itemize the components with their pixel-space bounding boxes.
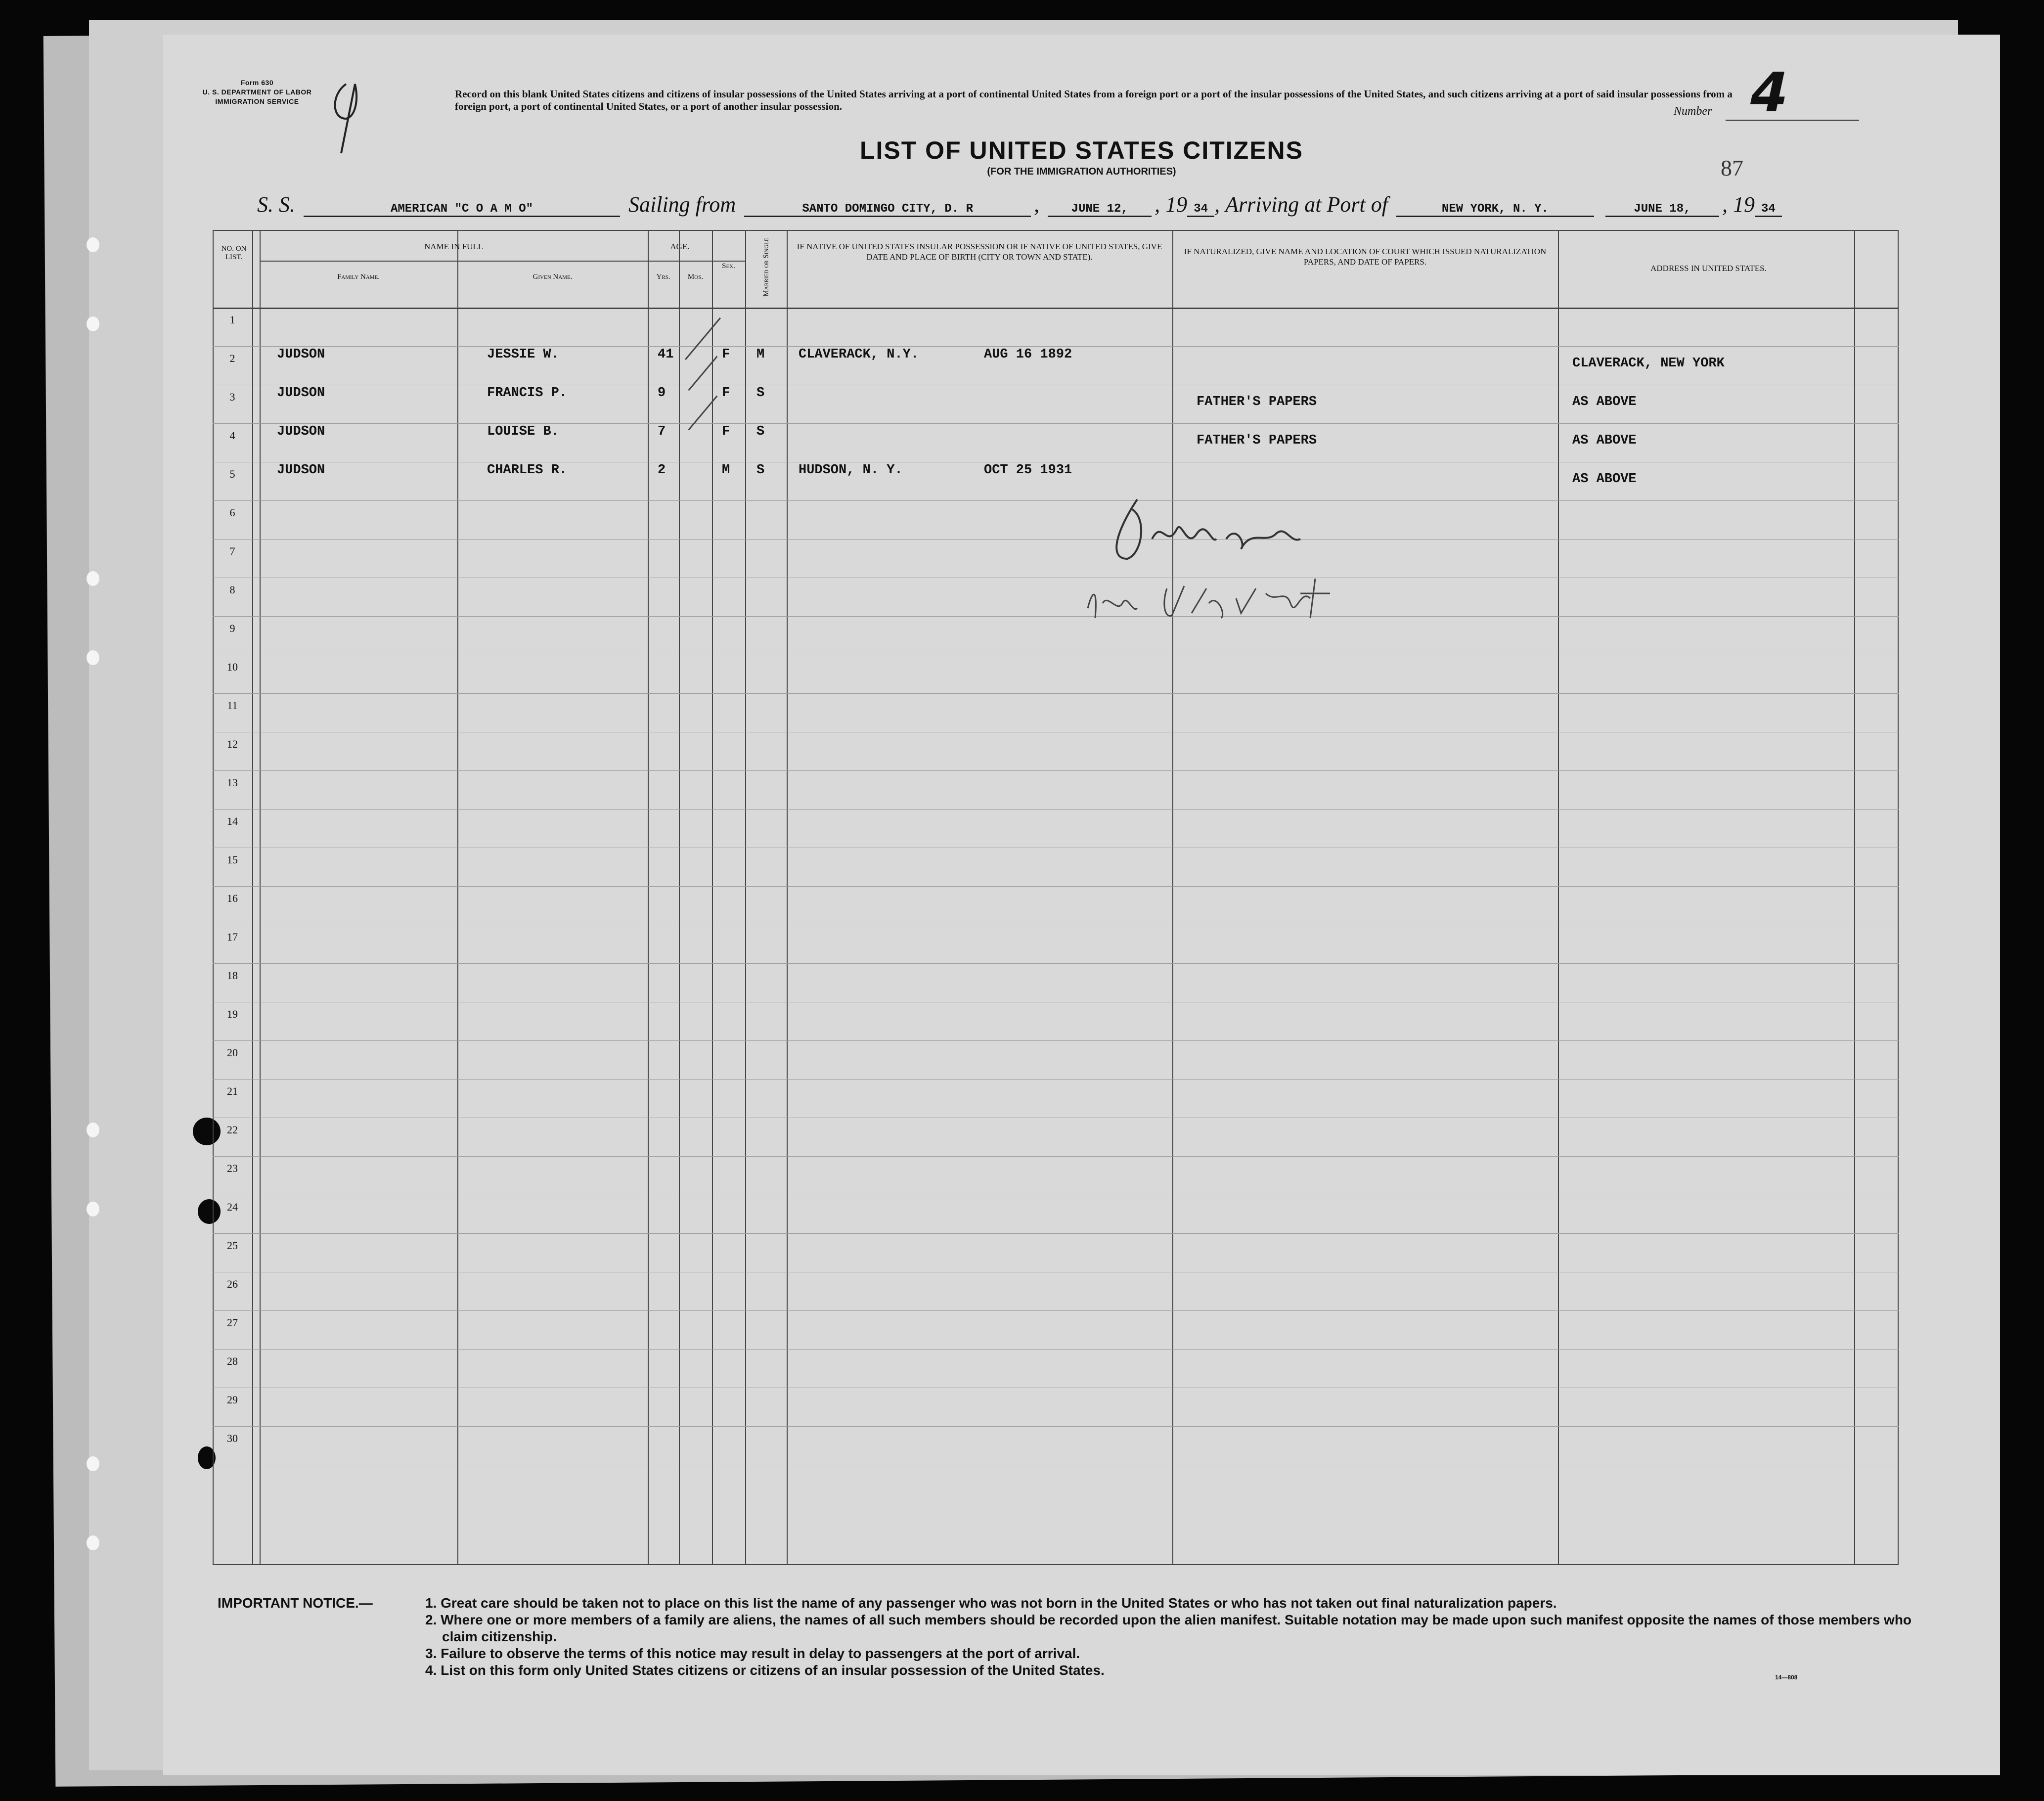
family-name-cell: JUDSON <box>277 463 325 478</box>
binder-hole <box>87 650 99 665</box>
row-line <box>213 616 1899 617</box>
column-divider <box>1854 230 1855 1565</box>
row-number: 9 <box>229 622 235 634</box>
row-line <box>213 770 1899 771</box>
address-cell: AS ABOVE <box>1572 472 1637 487</box>
binder-hole <box>87 237 99 252</box>
notice-item: 2. Where one or more members of a family are aliens, the names of all such members should be recorded upon the alien manifest. Suitable notation may be made upon such manifest opposite the names of those members who claim citizenship. <box>425 1612 1912 1644</box>
binder-hole <box>87 571 99 586</box>
row-number: 5 <box>229 468 235 480</box>
age-years-cell: 9 <box>658 386 666 401</box>
row-number: 4 <box>229 429 235 442</box>
column-divider <box>679 230 680 1565</box>
column-divider <box>1172 230 1173 1565</box>
given-name-cell: FRANCIS P. <box>487 386 568 401</box>
row-line <box>213 1040 1899 1041</box>
header-naturalization: IF NATURALIZED, GIVE NAME AND LOCATION OF COURT WHICH ISSUED NATURALIZATION PAPERS, AND DATE OF PAPERS. <box>1184 247 1547 267</box>
arrival-year-prefix: 19 <box>1733 192 1755 217</box>
row-number: 7 <box>229 545 235 557</box>
binder-hole <box>87 1456 99 1471</box>
given-name-cell: LOUISE B. <box>487 424 559 439</box>
sailing-year-prefix: 19 <box>1165 192 1188 217</box>
column-divider <box>260 230 261 1565</box>
birthplace-cell: CLAVERACK, N.Y. <box>799 347 919 362</box>
given-name-cell: CHARLES R. <box>487 463 568 478</box>
row-line <box>213 1426 1899 1427</box>
row-line <box>213 809 1899 810</box>
column-divider <box>787 230 788 1565</box>
row-line <box>213 1079 1899 1080</box>
arrival-year: 34 <box>1755 202 1782 217</box>
header-sex: Sex. <box>722 262 735 270</box>
row-number: 23 <box>227 1162 238 1174</box>
binder-hole <box>87 1535 99 1550</box>
document-title: LIST OF UNITED STATES CITIZENS <box>859 136 1304 164</box>
sailing-date: JUNE 12, <box>1048 202 1152 217</box>
sex-cell: F <box>722 347 730 362</box>
form-number: Form 630 <box>240 79 274 87</box>
row-number: 21 <box>227 1085 238 1097</box>
row-line <box>213 963 1899 964</box>
row-line <box>213 500 1899 501</box>
ss-label: S. S. <box>257 192 295 217</box>
header-years: Yrs. <box>656 273 670 281</box>
given-name-cell: JESSIE W. <box>487 347 559 362</box>
row-line <box>213 886 1899 887</box>
row-number: 19 <box>227 1008 238 1020</box>
header-bottom-line <box>213 308 1899 309</box>
marital-status-cell: S <box>756 424 765 439</box>
row-number: 29 <box>227 1394 238 1406</box>
row-number: 27 <box>227 1316 238 1329</box>
column-divider <box>745 230 746 1565</box>
row-number: 30 <box>227 1432 238 1444</box>
column-divider <box>648 230 649 1565</box>
row-number: 17 <box>227 931 238 943</box>
age-years-cell: 2 <box>658 463 666 478</box>
marital-status-cell: S <box>756 386 765 401</box>
family-name-cell: JUDSON <box>277 424 325 439</box>
list-number: 4 <box>1743 61 1795 124</box>
row-number: 22 <box>227 1124 238 1136</box>
inspector-signature <box>1078 490 1355 658</box>
document-subtitle: (FOR THE IMMIGRATION AUTHORITIES) <box>987 166 1176 177</box>
header-age: AGE. <box>670 242 690 251</box>
notice-item: 4. List on this form only United States citizens or citizens of an insular possession of the United States. <box>425 1663 1105 1678</box>
sex-cell: M <box>722 463 730 478</box>
age-years-cell: 7 <box>658 424 666 439</box>
header-family-name: Family Name. <box>337 273 380 281</box>
row-number: 1 <box>229 314 235 326</box>
birthdate-cell: OCT 25 1931 <box>984 463 1072 478</box>
row-number: 15 <box>227 854 238 866</box>
department-name: U. S. DEPARTMENT OF LABOR <box>202 88 312 96</box>
header-months: Mos. <box>687 273 704 281</box>
sex-cell: F <box>722 424 730 439</box>
row-line <box>213 346 1899 347</box>
header-birth-details: IF NATIVE OF UNITED STATES INSULAR POSSESSION OR IF NATIVE OF UNITED STATES, GIVE DATE AND PLACE OF BIRTH (CITY OR TOWN AND STATE). <box>797 242 1162 262</box>
header-subdivider <box>260 261 745 262</box>
marital-status-cell: M <box>756 347 765 362</box>
form-code: 14—808 <box>1775 1674 1798 1681</box>
service-name: IMMIGRATION SERVICE <box>215 97 299 105</box>
column-divider <box>252 230 253 1565</box>
sailing-from-label: Sailing from <box>628 192 736 217</box>
sex-cell: F <box>722 386 730 401</box>
binder-hole <box>87 1202 99 1216</box>
age-years-cell: 41 <box>658 347 674 362</box>
header-given-name: Given Name. <box>533 273 573 281</box>
row-number: 16 <box>227 892 238 904</box>
birthdate-cell: AUG 16 1892 <box>984 347 1072 362</box>
naturalization-cell: FATHER'S PAPERS <box>1197 433 1317 448</box>
sailing-year: 34 <box>1187 202 1214 217</box>
family-name-cell: JUDSON <box>277 347 325 362</box>
row-line <box>213 423 1899 424</box>
row-number: 24 <box>227 1201 238 1213</box>
binder-hole <box>87 1123 99 1137</box>
row-number: 13 <box>227 776 238 789</box>
birthplace-cell: HUDSON, N. Y. <box>799 463 903 478</box>
column-divider <box>712 230 713 1565</box>
arriving-label: Arriving at Port of <box>1225 192 1388 217</box>
row-line <box>213 1233 1899 1234</box>
binder-hole <box>87 316 99 331</box>
row-number: 3 <box>229 391 235 403</box>
row-number: 26 <box>227 1278 238 1290</box>
row-line <box>213 1349 1899 1350</box>
row-number: 2 <box>229 352 235 364</box>
header-address: ADDRESS IN UNITED STATES. <box>1650 264 1767 273</box>
family-name-cell: JUDSON <box>277 386 325 401</box>
arrival-date: JUNE 18, <box>1605 202 1719 217</box>
row-line <box>213 1156 1899 1157</box>
row-line <box>213 1310 1899 1311</box>
number-label: Number <box>1674 105 1712 118</box>
row-number: 8 <box>229 584 235 596</box>
row-number: 6 <box>229 506 235 519</box>
row-number: 14 <box>227 815 238 827</box>
header-married-or-single: Married or Single <box>762 238 770 297</box>
address-cell: AS ABOVE <box>1572 395 1637 409</box>
row-number: 18 <box>227 969 238 982</box>
address-cell: AS ABOVE <box>1572 433 1637 448</box>
page-stamp: 87 <box>1721 155 1743 180</box>
row-number: 12 <box>227 738 238 750</box>
row-number: 11 <box>227 699 238 712</box>
header-no-on-list: NO. ON LIST. <box>221 245 247 261</box>
notice-item: 3. Failure to observe the terms of this notice may result in delay to passengers at the port of arrival. <box>425 1646 1080 1661</box>
form-instructions: Record on this blank United States citizens and citizens of insular possessions of the United States arriving at a port of continental United States from a foreign port or a port of the insular possessions of the United States, and such citizens arriving at a port of said insular possessions from a foreign port, a port of continental United States, or a port of another insular possession. <box>455 88 1733 112</box>
address-cell: CLAVERACK, NEW YORK <box>1572 356 1725 371</box>
notice-heading: IMPORTANT NOTICE.— <box>218 1595 373 1611</box>
sailing-from-port: SANTO DOMINGO CITY, D. R <box>744 202 1031 217</box>
row-number: 25 <box>227 1239 238 1252</box>
row-number: 28 <box>227 1355 238 1367</box>
column-divider <box>1558 230 1559 1565</box>
notice-item: 1. Great care should be taken not to place on this list the name of any passenger who was not born in the United States or who has not taken out final naturalization papers. <box>425 1595 1557 1611</box>
row-line <box>213 693 1899 694</box>
arrival-port: NEW YORK, N. Y. <box>1396 202 1594 217</box>
column-divider <box>457 230 458 1565</box>
manifest-sheet <box>163 35 2000 1775</box>
notice-items <box>425 1595 1948 1679</box>
ship-name: AMERICAN "C O A M O" <box>304 202 620 217</box>
row-line <box>213 539 1899 540</box>
row-number: 10 <box>227 661 238 673</box>
marital-status-cell: S <box>756 463 765 478</box>
row-number: 20 <box>227 1046 238 1059</box>
header-name-in-full: NAME IN FULL <box>424 242 483 251</box>
voyage-line: S. S. AMERICAN "C O A M O" Sailing from SANTO DOMINGO CITY, D. R , JUNE 12, , 19 34 , Arriving at Port of NEW YORK, N. Y. JUNE 18, , 19 34 <box>257 192 1782 217</box>
form-identifier <box>183 78 331 106</box>
passenger-table <box>213 230 1899 1565</box>
naturalization-cell: FATHER'S PAPERS <box>1197 395 1317 409</box>
